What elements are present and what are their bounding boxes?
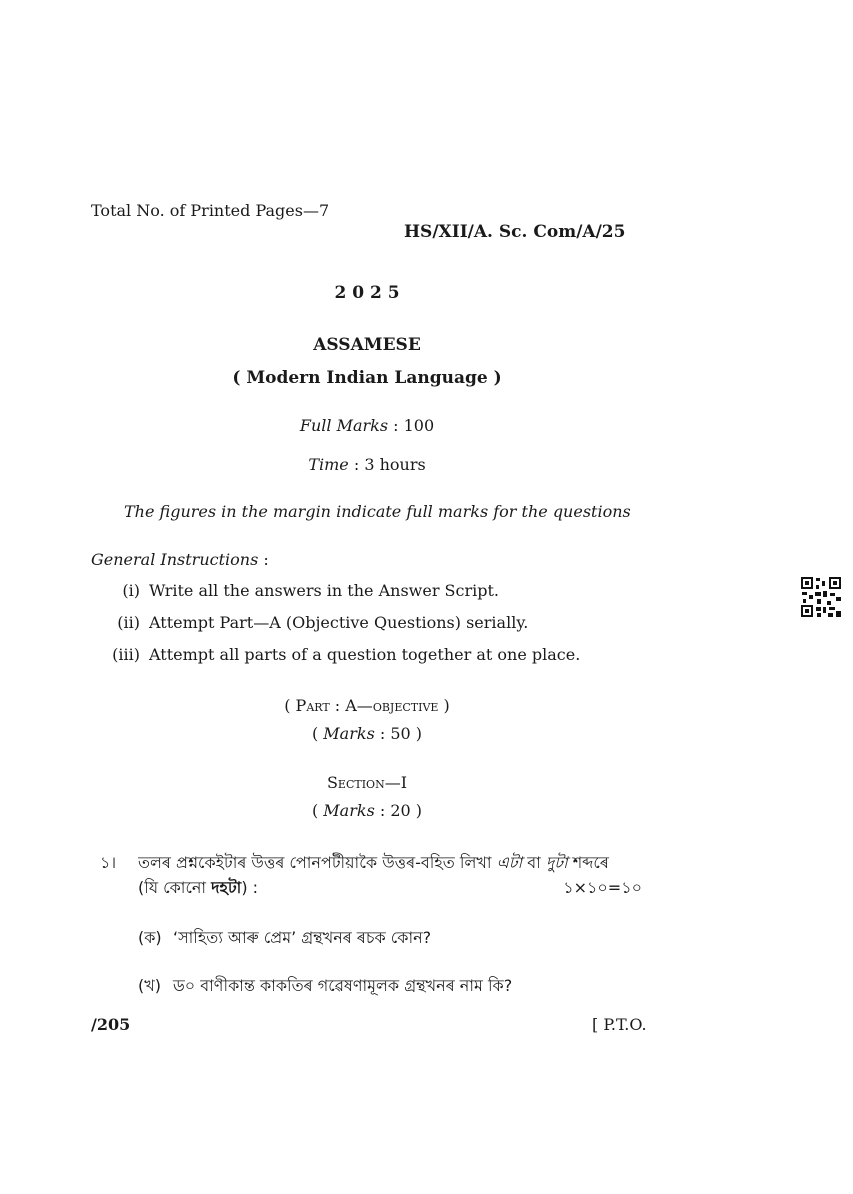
instructions-heading-label: General Instructions — [91, 550, 259, 569]
part-marks-value: : 50 ) — [374, 724, 423, 743]
subpart-label: (খ) — [138, 976, 161, 995]
full-marks — [0, 416, 734, 435]
q1-line2-b: দহটা — [211, 878, 242, 897]
part-heading-mid: : A— — [329, 696, 373, 715]
printed-pages: Total No. of Printed Pages—7 — [91, 201, 330, 220]
part-marks-open: ( — [311, 724, 324, 743]
exam-year: 2 0 2 5 — [334, 283, 400, 303]
section-marks-open: ( — [311, 801, 324, 820]
part-heading-post: ) — [438, 696, 450, 715]
instruction-text: Write all the answers in the Answer Script. — [149, 581, 499, 600]
question-number: ১। — [100, 853, 117, 872]
section-heading-sc: ection — [337, 773, 385, 792]
instructions-heading-suffix: : — [258, 550, 269, 569]
q1-line1-d: দুটা — [545, 853, 568, 872]
page-code: /205 — [91, 1015, 131, 1034]
q1-line2-c: ) : — [241, 878, 259, 897]
instruction-num: (ii) — [117, 613, 140, 632]
subpart-text: ড০ বাণীকান্ত কাকতিৰ গৱেষণামূলক গ্ৰন্থখনৰ নাম কি? — [173, 976, 513, 995]
section-heading-post: —I — [384, 773, 408, 792]
full-marks-label: Full Marks — [299, 416, 389, 435]
q1-line1-e: শব্দৰে — [567, 853, 609, 872]
section-heading-pre: S — [326, 773, 338, 792]
q1-line1-b: এটা — [496, 853, 523, 872]
part-marks-label: Marks — [323, 724, 375, 743]
question-text-line2 — [138, 875, 258, 902]
qr-code-icon — [801, 577, 841, 617]
instruction-num: (iii) — [112, 645, 140, 664]
time-label: Time — [308, 455, 349, 474]
subject-title: ASSAMESE — [313, 335, 421, 355]
q1-line1-a: তলৰ প্ৰশ্নকেইটাৰ উত্তৰ পোনপটীয়াকৈ উত্তৰ-বহিত লিখা — [138, 853, 497, 872]
part-heading-sc: art — [306, 696, 330, 715]
part-heading — [0, 696, 734, 715]
subpart-label: (ক) — [138, 928, 162, 947]
part-heading-pre: ( P — [284, 696, 307, 715]
part-marks — [0, 724, 734, 743]
instruction-text: Attempt all parts of a question together at one place. — [149, 645, 581, 664]
section-marks-value: : 20 ) — [374, 801, 423, 820]
subpart-text: ‘সাহিত্য আৰু প্ৰেম’ গ্ৰন্থখনৰ ৰচক কোন? — [173, 928, 432, 947]
exam-time — [0, 455, 734, 474]
section-marks-label: Marks — [323, 801, 375, 820]
q1-line1-c: বা — [522, 853, 546, 872]
section-marks — [0, 801, 734, 820]
question-marks: ১×১০=১০ — [563, 878, 642, 897]
instruction-text: Attempt Part—A (Objective Questions) serially. — [149, 613, 529, 632]
part-heading-sc2: objective — [372, 696, 439, 715]
subject-subtitle: ( Modern Indian Language ) — [232, 368, 502, 388]
pto-note: [ P.T.O. — [592, 1015, 647, 1034]
margin-note: The figures in the margin indicate full marks for the questions — [124, 502, 631, 521]
q1-line2-a: (যি কোনো — [138, 878, 212, 897]
question-text-line1 — [138, 850, 638, 877]
instruction-num: (i) — [122, 581, 140, 600]
instructions-heading — [91, 550, 269, 569]
full-marks-value: : 100 — [388, 416, 435, 435]
paper-code: HS/XII/A. Sc. Com/A/25 — [404, 222, 626, 242]
time-value: : 3 hours — [348, 455, 426, 474]
section-heading — [0, 773, 734, 792]
